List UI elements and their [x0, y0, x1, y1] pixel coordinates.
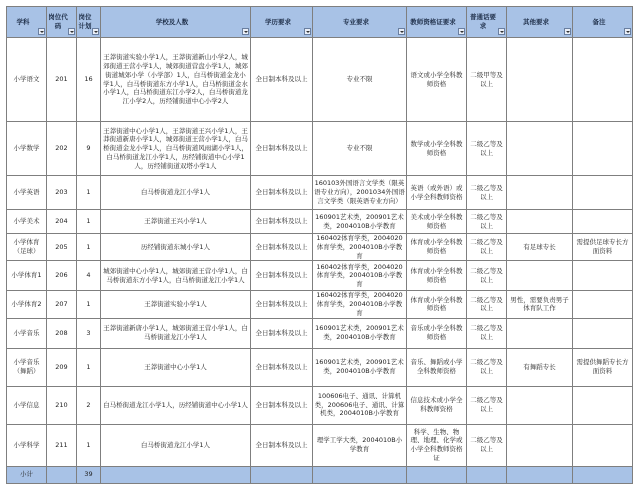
cell-plan[interactable]: 2: [77, 386, 101, 424]
header-plan[interactable]: [77, 7, 101, 38]
subtotal-empty-cell[interactable]: [507, 466, 573, 483]
cell-mandarin[interactable]: 二级甲等及以上: [467, 38, 507, 122]
cell-code[interactable]: 207: [47, 291, 77, 318]
table-row: [7, 122, 633, 176]
filter-dropdown-icon[interactable]: [624, 28, 631, 35]
cell-code[interactable]: 205: [47, 234, 77, 261]
cell-code[interactable]: 201: [47, 38, 77, 122]
filter-dropdown-icon[interactable]: [498, 28, 505, 35]
subtotal-empty-cell[interactable]: [313, 466, 407, 483]
cell-plan[interactable]: 1: [77, 348, 101, 386]
subtotal-empty-cell[interactable]: [467, 466, 507, 483]
filter-dropdown-icon[interactable]: [68, 28, 75, 35]
header-schools[interactable]: [101, 7, 251, 38]
cell-education[interactable]: 全日制本科及以上: [251, 122, 313, 176]
table-row: [7, 386, 633, 424]
cell-cert[interactable]: 体育或小学全科教师资格: [407, 261, 467, 291]
cell-major[interactable]: 专业不限: [313, 122, 407, 176]
header-label: 备注: [592, 17, 606, 26]
header-label: 岗位计划: [78, 13, 92, 30]
cell-plan[interactable]: 16: [77, 38, 101, 122]
cell-major[interactable]: 160901艺术类，200901艺术类，2004010B小学教育: [313, 210, 407, 234]
filter-dropdown-icon[interactable]: [92, 28, 99, 35]
cell-other[interactable]: [507, 38, 573, 122]
cell-subject[interactable]: 小学体育1: [7, 261, 47, 291]
cell-remark[interactable]: [573, 291, 633, 318]
position-table: [6, 6, 633, 484]
cell-cert[interactable]: 信息技术或小学全科教师资格: [407, 386, 467, 424]
cell-cert[interactable]: 音乐、舞蹈或小学全科教师资格: [407, 348, 467, 386]
cell-mandarin[interactable]: 二级乙等及以上: [467, 424, 507, 466]
subtotal-empty-cell[interactable]: [47, 466, 77, 483]
header-row: [7, 7, 633, 38]
cell-education[interactable]: 全日制本科及以上: [251, 348, 313, 386]
table-body: [7, 38, 633, 484]
cell-mandarin[interactable]: 二级乙等及以上: [467, 318, 507, 348]
cell-education[interactable]: 全日制本科及以上: [251, 318, 313, 348]
cell-code[interactable]: 209: [47, 348, 77, 386]
cell-other[interactable]: [507, 424, 573, 466]
cell-schools[interactable]: 白马桥街道龙江小学1人，历经铺街道中心小学1人: [101, 386, 251, 424]
header-label: 普通话要求: [470, 13, 496, 30]
header-subject[interactable]: [7, 7, 47, 38]
cell-remark[interactable]: [573, 210, 633, 234]
cell-remark[interactable]: [573, 386, 633, 424]
table-row: [7, 424, 633, 466]
cell-subject[interactable]: 小学语文: [7, 38, 47, 122]
cell-plan[interactable]: 1: [77, 234, 101, 261]
header-remark[interactable]: [573, 7, 633, 38]
cell-plan[interactable]: 1: [77, 424, 101, 466]
cell-schools[interactable]: 王莽街道实验小学1人: [101, 291, 251, 318]
table-row: [7, 176, 633, 210]
cell-remark[interactable]: 需提供足球专长方面资料: [573, 234, 633, 261]
cell-schools[interactable]: 王莽街道王兴小学1人: [101, 210, 251, 234]
cell-mandarin[interactable]: 二级乙等及以上: [467, 291, 507, 318]
filter-dropdown-icon[interactable]: [38, 28, 45, 35]
cell-cert[interactable]: 科学、生物、物理、地理、化学或小学全科教师资格证: [407, 424, 467, 466]
table-row: [7, 38, 633, 122]
cell-major[interactable]: 160901艺术类，200901艺术类，2004010B小学教育: [313, 348, 407, 386]
cell-mandarin[interactable]: 二级乙等及以上: [467, 234, 507, 261]
cell-cert[interactable]: 美术或小学全科教师资格: [407, 210, 467, 234]
cell-remark[interactable]: [573, 176, 633, 210]
cell-remark[interactable]: [573, 122, 633, 176]
cell-schools[interactable]: 历经铺街道东城小学1人: [101, 234, 251, 261]
filter-dropdown-icon[interactable]: [242, 28, 249, 35]
cell-code[interactable]: 208: [47, 318, 77, 348]
cell-education[interactable]: 全日制本科及以上: [251, 386, 313, 424]
table-row: [7, 261, 633, 291]
subtotal-plan[interactable]: 39: [77, 466, 101, 483]
header-label: 学历要求: [265, 17, 291, 26]
header-label: 教师资格证要求: [410, 17, 456, 26]
cell-remark[interactable]: [573, 424, 633, 466]
cell-subject[interactable]: 小学音乐（舞蹈）: [7, 348, 47, 386]
cell-major[interactable]: 专业不限: [313, 38, 407, 122]
cell-other[interactable]: [507, 318, 573, 348]
cell-plan[interactable]: 4: [77, 261, 101, 291]
cell-major[interactable]: 160402体育学类，2004020体育学类，2004010B小学教育: [313, 291, 407, 318]
cell-remark[interactable]: [573, 261, 633, 291]
cell-schools[interactable]: 王莽街道中心小学1人: [101, 348, 251, 386]
cell-subject[interactable]: 小学音乐: [7, 318, 47, 348]
subtotal-empty-cell[interactable]: [407, 466, 467, 483]
cell-subject[interactable]: 小学体育（足球）: [7, 234, 47, 261]
cell-education[interactable]: 全日制本科及以上: [251, 291, 313, 318]
subtotal-empty-cell[interactable]: [573, 466, 633, 483]
cell-education[interactable]: 全日制本科及以上: [251, 210, 313, 234]
cell-schools[interactable]: 王莽街道中心小学1人，王莽街道王兴小学1人，王莽街道新唐小学1人，城郊街道王营小学1人，白马桥街道金龙小学1人，白马桥街道风雨湖小学1人，白马桥街道龙江小学1人，历经铺街道中心小学1人，历经铺街道双塔小学1人: [101, 122, 251, 176]
cell-code[interactable]: 203: [47, 176, 77, 210]
cell-other[interactable]: [507, 386, 573, 424]
subtotal-row: [7, 466, 633, 483]
cell-mandarin[interactable]: 二级乙等及以上: [467, 348, 507, 386]
cell-subject[interactable]: 小学美术: [7, 210, 47, 234]
cell-plan[interactable]: 9: [77, 122, 101, 176]
cell-other[interactable]: [507, 210, 573, 234]
cell-mandarin[interactable]: 二级乙等及以上: [467, 122, 507, 176]
cell-other[interactable]: [507, 261, 573, 291]
subtotal-empty-cell[interactable]: [101, 466, 251, 483]
cell-schools[interactable]: 白马桥街道龙江小学1人: [101, 424, 251, 466]
cell-plan[interactable]: 3: [77, 318, 101, 348]
cell-major[interactable]: 160103外国语言文学类（限英语专业方向），2001034外国语言文学类（限英语专业方向）: [313, 176, 407, 210]
cell-major[interactable]: 160402体育学类，2004020体育学类，2004010B小学教育: [313, 234, 407, 261]
cell-remark[interactable]: [573, 38, 633, 122]
cell-other[interactable]: [507, 176, 573, 210]
header-major[interactable]: [313, 7, 407, 38]
cell-education[interactable]: 全日制本科及以上: [251, 234, 313, 261]
cell-subject[interactable]: 小学科学: [7, 424, 47, 466]
cell-schools[interactable]: 城郊街道中心小学1人，城郊街道王营小学1人，白马桥街道东方小学1人，白马桥街道龙江小学1人: [101, 261, 251, 291]
cell-cert[interactable]: 英语（或外语）或小学全科教师资格: [407, 176, 467, 210]
cell-subject[interactable]: 小学数学: [7, 122, 47, 176]
header-label: 其他要求: [523, 17, 549, 26]
header-education[interactable]: [251, 7, 313, 38]
cell-plan[interactable]: 1: [77, 176, 101, 210]
cell-cert[interactable]: 音乐或小学全科教师资格: [407, 318, 467, 348]
cell-cert[interactable]: 数学或小学全科教师资格: [407, 122, 467, 176]
header-label: 学科: [16, 17, 30, 26]
header-code[interactable]: [47, 7, 77, 38]
cell-code[interactable]: 202: [47, 122, 77, 176]
cell-subject[interactable]: 小学英语: [7, 176, 47, 210]
cell-schools[interactable]: 王莽街道新唐小学1人，城郊街道王营小学1人，白马桥街道龙江小学1人: [101, 318, 251, 348]
subtotal-label[interactable]: 小计: [7, 466, 47, 483]
cell-plan[interactable]: 1: [77, 291, 101, 318]
header-other[interactable]: [507, 7, 573, 38]
cell-other[interactable]: [507, 122, 573, 176]
cell-education[interactable]: 全日制本科及以上: [251, 38, 313, 122]
filter-dropdown-icon[interactable]: [398, 28, 405, 35]
cell-major[interactable]: 160402体育学类，2004020体育学类，2004010B小学教育: [313, 261, 407, 291]
table-row: [7, 318, 633, 348]
cell-other[interactable]: 有足球专长: [507, 234, 573, 261]
cell-other[interactable]: 有舞蹈专长: [507, 348, 573, 386]
cell-education[interactable]: 全日制本科及以上: [251, 176, 313, 210]
cell-cert[interactable]: 体育或小学全科教师资格: [407, 291, 467, 318]
cell-code[interactable]: 210: [47, 386, 77, 424]
header-label: 专业要求: [343, 17, 369, 26]
cell-code[interactable]: 211: [47, 424, 77, 466]
filter-dropdown-icon[interactable]: [458, 28, 465, 35]
table-row: [7, 210, 633, 234]
header-cert[interactable]: [407, 7, 467, 38]
cell-education[interactable]: 全日制本科及以上: [251, 261, 313, 291]
cell-mandarin[interactable]: 二级乙等及以上: [467, 261, 507, 291]
cell-mandarin[interactable]: 二级乙等及以上: [467, 386, 507, 424]
header-label: 岗位代码: [48, 13, 68, 30]
cell-major[interactable]: 100606电子、通讯、计算机类，200606电子、通讯、计算机类，2004010B小学教育: [313, 386, 407, 424]
cell-major[interactable]: 160901艺术类，200901艺术类，2004010B小学教育: [313, 318, 407, 348]
cell-schools[interactable]: 白马桥街道龙江小学1人: [101, 176, 251, 210]
cell-code[interactable]: 204: [47, 210, 77, 234]
cell-mandarin[interactable]: 二级乙等及以上: [467, 176, 507, 210]
cell-subject[interactable]: 小学信息: [7, 386, 47, 424]
cell-subject[interactable]: 小学体育2: [7, 291, 47, 318]
cell-cert[interactable]: 语文或小学全科教师资格: [407, 38, 467, 122]
table-row: [7, 234, 633, 261]
cell-code[interactable]: 206: [47, 261, 77, 291]
table-row: [7, 291, 633, 318]
filter-dropdown-icon[interactable]: [564, 28, 571, 35]
cell-remark[interactable]: 需提供舞蹈专长方面资料: [573, 348, 633, 386]
cell-education[interactable]: 全日制本科及以上: [251, 424, 313, 466]
table-row: [7, 348, 633, 386]
header-label: 学校及人数: [155, 17, 189, 26]
cell-schools[interactable]: 王莽街道实验小学1人，王莽街道新山小学2人，城郊街道王营小学1人，城郊街道营盘小学1人，城郊街道城郊小学（小学部）1人，白马桥街道金龙小学1人，白马桥街道东方小学1人，白马桥街道金水小学1人，白马桥街道东江小学2人，白马桥街道龙江小学2人，历经铺街道中心小学2人: [101, 38, 251, 122]
filter-dropdown-icon[interactable]: [304, 28, 311, 35]
cell-mandarin[interactable]: 二级乙等及以上: [467, 210, 507, 234]
header-mandarin[interactable]: [467, 7, 507, 38]
cell-other[interactable]: 男性，需要负责男子体育队工作: [507, 291, 573, 318]
cell-cert[interactable]: 体育或小学全科教师资格: [407, 234, 467, 261]
subtotal-empty-cell[interactable]: [251, 466, 313, 483]
cell-major[interactable]: 理学工学大类，2004010B小学教育: [313, 424, 407, 466]
cell-plan[interactable]: 1: [77, 210, 101, 234]
cell-remark[interactable]: [573, 318, 633, 348]
